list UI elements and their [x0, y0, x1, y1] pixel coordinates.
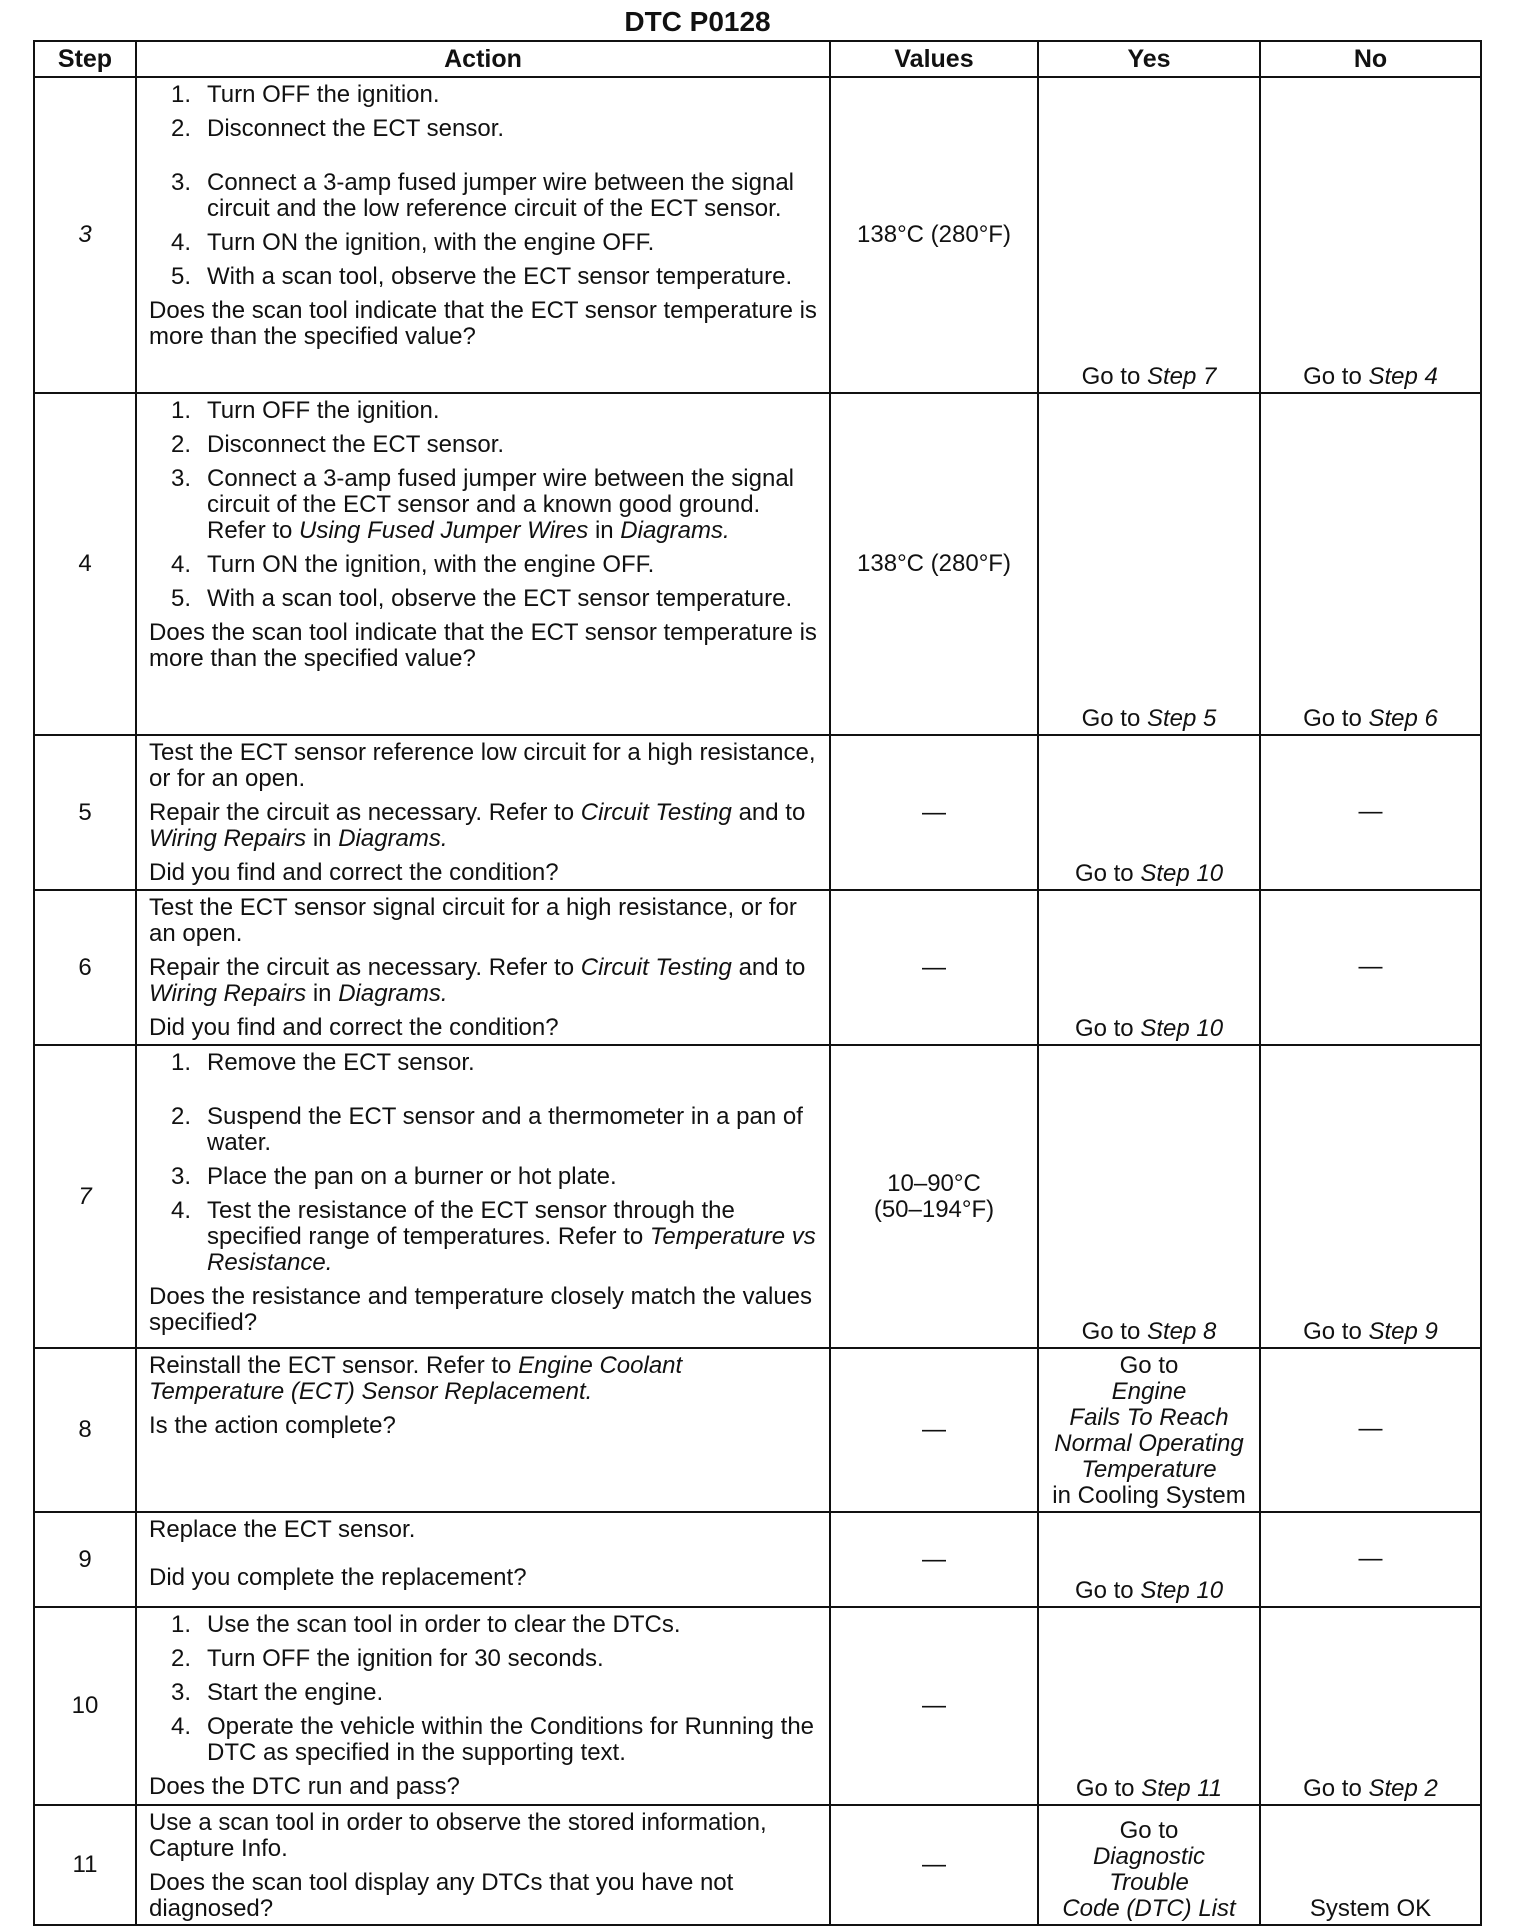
- action-text: Reinstall the ECT sensor. Refer to Engine Coolant Temperature (ECT) Sensor Replacement.: [149, 1352, 683, 1405]
- yes-target: Step 10: [1140, 860, 1224, 887]
- list-item: 4. Turn ON the ignition, with the engine OFF.: [171, 551, 655, 578]
- action-list: [149, 1050, 823, 1276]
- action-cell: [136, 1045, 830, 1348]
- test-text: Test the ECT sensor reference low circuit for a high resistance, or for an open.: [149, 739, 816, 792]
- value-cell: 10–90°C (50–194°F): [830, 1045, 1038, 1348]
- dash: —: [922, 1851, 946, 1878]
- value-cell: [830, 1348, 1038, 1512]
- question-text: Does the resistance and temperature closely match the values specified?: [149, 1283, 813, 1336]
- header-row: [34, 41, 1481, 77]
- yes-target: Step 10: [1140, 1577, 1224, 1604]
- question-text: Did you find and correct the condition?: [149, 859, 559, 886]
- no-cell: [1260, 1512, 1481, 1607]
- value-cell: [830, 735, 1038, 890]
- table-row: [34, 77, 1481, 393]
- list-item: 1. Use the scan tool in order to clear the DTCs.: [171, 1611, 681, 1638]
- table-row: [34, 890, 1481, 1045]
- yes-cell: Go to Step 7: [1038, 77, 1260, 393]
- no-cell: [1260, 735, 1481, 890]
- list-item: 2. Disconnect the ECT sensor.: [171, 431, 505, 458]
- list-item: 5. With a scan tool, observe the ECT sensor temperature.: [171, 263, 793, 290]
- question-text: Does the scan tool indicate that the ECT sensor temperature is more than the specified value?: [149, 297, 817, 350]
- header-values: Values: [830, 41, 1038, 77]
- action-cell: [136, 1607, 830, 1805]
- dtc-table: [33, 40, 1482, 1926]
- value-cell: 138°C (280°F): [830, 77, 1038, 393]
- step-number: 6: [34, 890, 136, 1045]
- no-target: Step 2: [1368, 1775, 1438, 1802]
- value-cell: 138°C (280°F): [830, 393, 1038, 735]
- table-row: [34, 1045, 1481, 1348]
- value-cell: [830, 1607, 1038, 1805]
- step-number: 5: [34, 735, 136, 890]
- question-text: Does the scan tool indicate that the ECT sensor temperature is more than the specified value?: [149, 619, 817, 672]
- list-item: 3. Start the engine.: [171, 1679, 384, 1706]
- yes-cell: Go to Step 8: [1038, 1045, 1260, 1348]
- dash: —: [922, 1416, 946, 1443]
- list-item: 4. Test the resistance of the ECT sensor through the specified range of temperatures. Refer to Temperature vs Resistance.: [171, 1197, 816, 1276]
- list-item: 3. Connect a 3-amp fused jumper wire between the signal circuit of the ECT sensor and a known good ground. Refer to Using Fused Jumper Wires in Diagrams.: [171, 465, 794, 544]
- no-cell: [1260, 1348, 1481, 1512]
- list-item: 1. Turn OFF the ignition.: [171, 397, 440, 424]
- action-list: [149, 1612, 823, 1766]
- yes-target: Step 5: [1146, 705, 1217, 732]
- table-row: [34, 1805, 1481, 1925]
- repair-text: Repair the circuit as necessary. Refer to Circuit Testing and to Wiring Repairs in Diagrams.: [149, 799, 806, 852]
- no-cell: [1260, 890, 1481, 1045]
- table-row: [34, 1512, 1481, 1607]
- no-cell: Go to Step 6: [1260, 393, 1481, 735]
- step-number: 3: [34, 77, 136, 393]
- page-title: DTC P0128: [624, 6, 771, 37]
- dash: —: [922, 1692, 946, 1719]
- yes-target: Step 8: [1146, 1318, 1217, 1345]
- list-item: 4. Turn ON the ignition, with the engine OFF.: [171, 229, 655, 256]
- no-cell: Go to Step 9: [1260, 1045, 1481, 1348]
- dash: —: [922, 798, 946, 826]
- dash: —: [1358, 952, 1383, 980]
- test-text: Test the ECT sensor signal circuit for a high resistance, or for an open.: [149, 894, 797, 947]
- question-text: Does the scan tool display any DTCs that you have not diagnosed?: [149, 1869, 734, 1922]
- action-cell: [136, 77, 830, 393]
- step-number: 8: [34, 1348, 136, 1512]
- no-target: Step 4: [1368, 363, 1438, 390]
- table-row: [34, 393, 1481, 735]
- table-row: [34, 1607, 1481, 1805]
- dash: —: [1358, 1544, 1383, 1572]
- dash: —: [1358, 797, 1383, 825]
- list-item: 3. Place the pan on a burner or hot plate.: [171, 1163, 617, 1190]
- step-number: 11: [34, 1805, 136, 1925]
- no-target: Step 6: [1368, 705, 1438, 732]
- yes-cell: Go to Step 10: [1038, 1512, 1260, 1607]
- value-cell: [830, 1512, 1038, 1607]
- list-item: 5. With a scan tool, observe the ECT sensor temperature.: [171, 585, 793, 612]
- value-cell: [830, 1805, 1038, 1925]
- value-cell: [830, 890, 1038, 1045]
- action-cell: [136, 1805, 830, 1925]
- list-item: 1. Turn OFF the ignition.: [171, 81, 440, 108]
- table-row: [34, 1348, 1481, 1512]
- action-list: [149, 398, 823, 612]
- action-text: Use a scan tool in order to observe the stored information, Capture Info.: [149, 1809, 767, 1862]
- dash: —: [1358, 1415, 1383, 1442]
- yes-cell: Go to Step 10: [1038, 890, 1260, 1045]
- no-cell: System OK: [1260, 1805, 1481, 1925]
- question-text: Does the DTC run and pass?: [149, 1773, 460, 1800]
- yes-cell: Go to Step 10: [1038, 735, 1260, 890]
- action-text: Replace the ECT sensor.: [149, 1516, 416, 1543]
- question-text: Did you find and correct the condition?: [149, 1014, 559, 1041]
- action-cell: [136, 1348, 830, 1512]
- header-action: Action: [136, 41, 830, 77]
- header-yes: Yes: [1038, 41, 1260, 77]
- list-item: 2. Disconnect the ECT sensor.: [171, 115, 505, 142]
- yes-cell: Go to Engine Fails To Reach Normal Operating Temperature in Cooling System: [1038, 1348, 1260, 1512]
- step-number: 7: [34, 1045, 136, 1348]
- step-number: 9: [34, 1512, 136, 1607]
- action-list: [149, 82, 823, 290]
- no-cell: Go to Step 2: [1260, 1607, 1481, 1805]
- table-row: [34, 735, 1481, 890]
- list-item: 2. Suspend the ECT sensor and a thermometer in a pan of water.: [171, 1103, 803, 1156]
- list-item: 2. Turn OFF the ignition for 30 seconds.: [171, 1645, 604, 1672]
- step-number: 10: [34, 1607, 136, 1805]
- action-cell: [136, 890, 830, 1045]
- yes-target: Step 7: [1146, 363, 1217, 390]
- action-cell: [136, 1512, 830, 1607]
- list-item: 4. Operate the vehicle within the Conditions for Running the DTC as specified in the supporting text.: [171, 1713, 815, 1766]
- yes-target: Step 10: [1140, 1015, 1224, 1042]
- yes-cell: Go to Diagnostic Trouble Code (DTC) List: [1038, 1805, 1260, 1925]
- action-cell: [136, 735, 830, 890]
- dash: —: [922, 1545, 946, 1573]
- step-number: 4: [34, 393, 136, 735]
- action-cell: [136, 393, 830, 735]
- no-target: Step 9: [1368, 1318, 1438, 1345]
- yes-target: Step 11: [1141, 1775, 1223, 1802]
- dash: —: [922, 953, 946, 981]
- no-cell: Go to Step 4: [1260, 77, 1481, 393]
- question-text: Did you complete the replacement?: [149, 1564, 527, 1591]
- yes-cell: Go to Step 5: [1038, 393, 1260, 735]
- header-no: No: [1260, 41, 1481, 77]
- yes-cell: Go to Step 11: [1038, 1607, 1260, 1805]
- list-item: 1. Remove the ECT sensor.: [171, 1049, 475, 1076]
- list-item: 3. Connect a 3-amp fused jumper wire between the signal circuit and the low reference circuit of the ECT sensor.: [171, 169, 794, 222]
- header-step: Step: [34, 41, 136, 77]
- question-text: Is the action complete?: [149, 1412, 396, 1439]
- repair-text: Repair the circuit as necessary. Refer to Circuit Testing and to Wiring Repairs in Diagrams.: [149, 954, 806, 1007]
